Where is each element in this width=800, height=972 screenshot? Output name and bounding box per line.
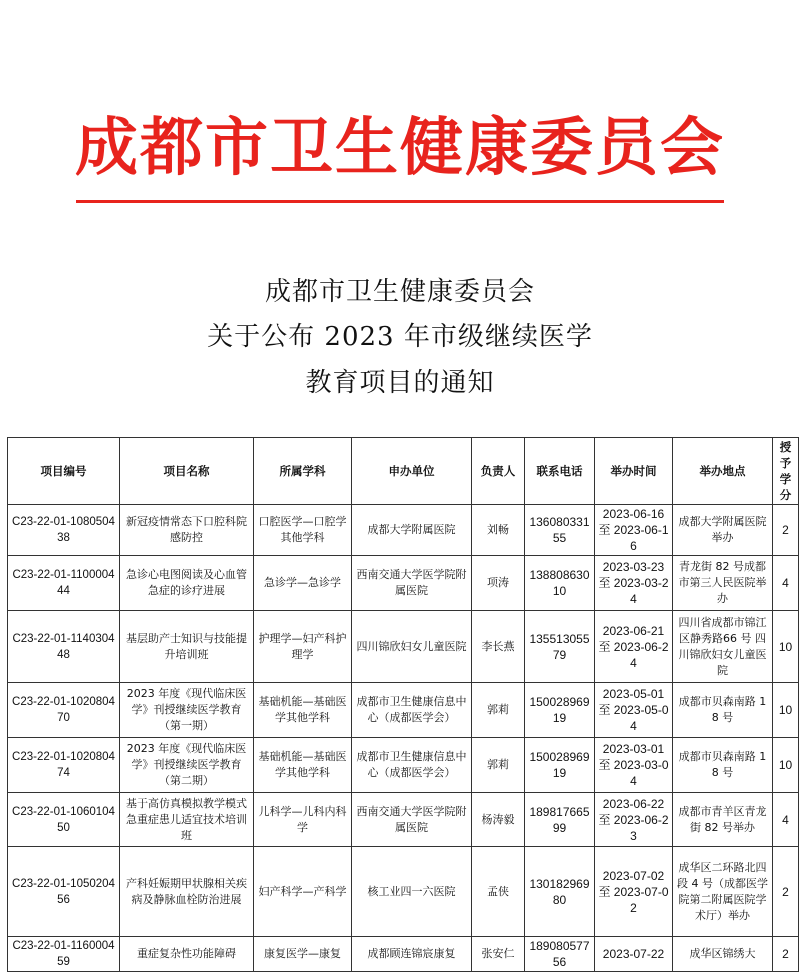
col-header-name: 项目名称 xyxy=(120,438,254,505)
cell-org: 成都市卫生健康信息中心（成都医学会） xyxy=(352,738,472,793)
cell-place: 四川省成都市锦江区静秀路66 号 四川锦欣妇女儿童医院 xyxy=(673,611,773,683)
cell-phone: 13608033155 xyxy=(525,505,595,556)
cell-name: 新冠疫情常态下口腔科院感防控 xyxy=(120,505,254,556)
cell-time: 2023-06-16至 2023-06-16 xyxy=(595,505,673,556)
document-title-line-2: 关于公布 2023 年市级继续医学 xyxy=(207,322,593,352)
table-row xyxy=(8,505,799,556)
cell-time: 2023-03-01至 2023-03-04 xyxy=(595,738,673,793)
cell-place: 成都市青羊区青龙街 82 号举办 xyxy=(673,793,773,847)
cell-place: 青龙街 82 号成都市第三人民医院举办 xyxy=(673,556,773,611)
cell-org: 成都大学附属医院 xyxy=(352,505,472,556)
cell-credit: 10 xyxy=(773,611,799,683)
table-row xyxy=(8,937,799,972)
document-title-line-1: 成都市卫生健康委员会 xyxy=(264,277,535,307)
project-table xyxy=(7,437,799,972)
cell-code: C23-22-01-106010450 xyxy=(8,793,120,847)
cell-time: 2023-07-22 xyxy=(595,937,673,972)
letterhead-title: 成都市卫生健康委员会 xyxy=(75,111,725,184)
cell-time: 2023-03-23至 2023-03-24 xyxy=(595,556,673,611)
cell-name: 基于高仿真模拟教学模式急重症患儿适宜技术培训班 xyxy=(120,793,254,847)
col-header-subject: 所属学科 xyxy=(254,438,352,505)
col-header-code: 项目编号 xyxy=(8,438,120,505)
table-row xyxy=(8,556,799,611)
cell-name: 急诊心电图阅读及心血管急症的诊疗进展 xyxy=(120,556,254,611)
cell-place: 成华区二环路北四段 4 号（成都医学院第二附属医院学术厅）举办 xyxy=(673,847,773,937)
cell-org: 成都顾连锦宸康复 xyxy=(352,937,472,972)
cell-phone: 13880863010 xyxy=(525,556,595,611)
cell-person: 张安仁 xyxy=(472,937,525,972)
cell-place: 成都市贝森南路 18 号 xyxy=(673,738,773,793)
cell-subject: 护理学—妇产科护理学 xyxy=(254,611,352,683)
cell-time: 2023-07-02至 2023-07-02 xyxy=(595,847,673,937)
cell-org: 西南交通大学医学院附属医院 xyxy=(352,556,472,611)
cell-subject: 基础机能—基础医学其他学科 xyxy=(254,738,352,793)
cell-code: C23-22-01-114030448 xyxy=(8,611,120,683)
cell-phone: 18981766599 xyxy=(525,793,595,847)
cell-code: C23-22-01-108050438 xyxy=(8,505,120,556)
cell-code: C23-22-01-105020456 xyxy=(8,847,120,937)
cell-name: 重症复杂性功能障碍 xyxy=(120,937,254,972)
cell-phone: 15002896919 xyxy=(525,683,595,738)
table-row xyxy=(8,611,799,683)
table-row xyxy=(8,793,799,847)
cell-code: C23-22-01-110000444 xyxy=(8,556,120,611)
cell-subject: 急诊学—急诊学 xyxy=(254,556,352,611)
cell-phone: 13551305579 xyxy=(525,611,595,683)
cell-phone: 13018296980 xyxy=(525,847,595,937)
cell-subject: 儿科学—儿科内科学 xyxy=(254,793,352,847)
cell-code: C23-22-01-116000459 xyxy=(8,937,120,972)
cell-name: 基层助产士知识与技能提升培训班 xyxy=(120,611,254,683)
col-header-phone: 联系电话 xyxy=(525,438,595,505)
cell-person: 郭莉 xyxy=(472,683,525,738)
col-header-org: 申办单位 xyxy=(352,438,472,505)
table-row xyxy=(8,738,799,793)
cell-credit: 2 xyxy=(773,505,799,556)
cell-person: 孟侠 xyxy=(472,847,525,937)
cell-subject: 基础机能—基础医学其他学科 xyxy=(254,683,352,738)
cell-time: 2023-05-01至 2023-05-04 xyxy=(595,683,673,738)
table-row xyxy=(8,683,799,738)
cell-person: 李长燕 xyxy=(472,611,525,683)
cell-org: 西南交通大学医学院附属医院 xyxy=(352,793,472,847)
cell-subject: 口腔医学—口腔学其他学科 xyxy=(254,505,352,556)
cell-org: 成都市卫生健康信息中心（成都医学会） xyxy=(352,683,472,738)
cell-credit: 2 xyxy=(773,847,799,937)
table-header-row xyxy=(8,438,799,505)
cell-org: 四川锦欣妇女儿童医院 xyxy=(352,611,472,683)
cell-place: 成都大学附属医院举办 xyxy=(673,505,773,556)
cell-subject: 康复医学—康复 xyxy=(254,937,352,972)
cell-person: 刘畅 xyxy=(472,505,525,556)
col-header-person: 负责人 xyxy=(472,438,525,505)
cell-credit: 10 xyxy=(773,683,799,738)
cell-place: 成都市贝森南路 18 号 xyxy=(673,683,773,738)
cell-code: C23-22-01-102080474 xyxy=(8,738,120,793)
cell-phone: 18908057756 xyxy=(525,937,595,972)
cell-credit: 4 xyxy=(773,793,799,847)
col-header-time: 举办时间 xyxy=(595,438,673,505)
cell-org: 核工业四一六医院 xyxy=(352,847,472,937)
cell-credit: 2 xyxy=(773,937,799,972)
cell-time: 2023-06-21至 2023-06-24 xyxy=(595,611,673,683)
col-header-place: 举办地点 xyxy=(673,438,773,505)
col-header-credit: 授予学分 xyxy=(773,438,799,505)
document-title-line-3: 教育项目的通知 xyxy=(305,368,495,398)
cell-person: 郭莉 xyxy=(472,738,525,793)
cell-person: 杨涛毅 xyxy=(472,793,525,847)
cell-time: 2023-06-22至 2023-06-23 xyxy=(595,793,673,847)
cell-name: 2023 年度《现代临床医学》刊授继续医学教育（第二期） xyxy=(120,738,254,793)
cell-name: 2023 年度《现代临床医学》刊授继续医学教育（第一期） xyxy=(120,683,254,738)
cell-subject: 妇产科学—产科学 xyxy=(254,847,352,937)
cell-credit: 4 xyxy=(773,556,799,611)
cell-name: 产科妊娠期甲状腺相关疾病及静脉血栓防治进展 xyxy=(120,847,254,937)
cell-place: 成华区锦绣大 xyxy=(673,937,773,972)
cell-code: C23-22-01-102080470 xyxy=(8,683,120,738)
table-row xyxy=(8,847,799,937)
cell-credit: 10 xyxy=(773,738,799,793)
cell-person: 项涛 xyxy=(472,556,525,611)
letterhead-red-rule xyxy=(76,200,724,203)
cell-phone: 15002896919 xyxy=(525,738,595,793)
